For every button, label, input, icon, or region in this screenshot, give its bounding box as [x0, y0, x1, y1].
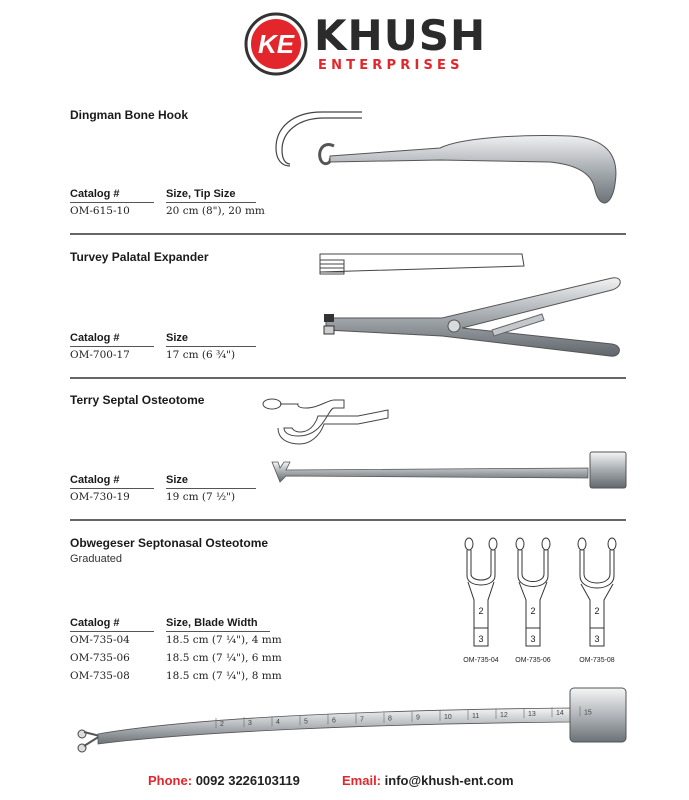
section-divider — [70, 377, 626, 379]
ruler-mark: 4 — [276, 719, 280, 727]
header-underline — [70, 631, 154, 632]
tip-diagrams — [452, 536, 632, 670]
ruler-mark: 14 — [556, 710, 564, 718]
product-title: Obwegeser Septonasal Osteotome — [70, 536, 269, 550]
catalog-number: OM-730-19 — [70, 491, 130, 503]
ruler-mark: 2 — [220, 721, 224, 728]
catalog-number: OM-615-10 — [70, 205, 130, 217]
size-value: 20 cm (8"), 20 mm — [166, 205, 265, 217]
header-underline — [70, 202, 154, 203]
product-title: Turvey Palatal Expander — [70, 250, 209, 264]
tip-label: OM-735-08 — [579, 657, 615, 664]
graduated-osteotome-illustration — [70, 686, 630, 756]
tip-label: OM-735-06 — [515, 657, 551, 664]
size-value: 19 cm (7 ½") — [166, 491, 236, 503]
catalog-number: OM-735-04 — [70, 634, 130, 646]
catalog-number: OM-700-17 — [70, 349, 130, 361]
phone-number: 0092 3226103119 — [195, 773, 300, 788]
header-underline — [70, 346, 154, 347]
ruler-mark: 15 — [584, 709, 592, 717]
catalog-header: Catalog # — [70, 474, 120, 486]
ruler-mark: 7 — [360, 716, 364, 724]
tip-diagram — [463, 538, 499, 664]
catalog-header: Catalog # — [70, 617, 120, 629]
tip-mark-bottom: 3 — [530, 634, 536, 644]
palatal-expander-illustration — [312, 248, 632, 368]
ruler-mark: 5 — [304, 718, 308, 726]
ruler-mark: 9 — [416, 714, 420, 722]
header-underline — [166, 631, 270, 632]
size-value: 18.5 cm (7 ¼"), 6 mm — [166, 652, 282, 664]
ruler-mark: 12 — [500, 712, 508, 719]
size-header: Size — [166, 332, 189, 344]
size-header: Size, Tip Size — [166, 188, 236, 200]
catalog-number: OM-735-08 — [70, 670, 130, 682]
product-title: Terry Septal Osteotome — [70, 393, 205, 407]
footer-email — [342, 773, 514, 788]
size-header: Size — [166, 474, 189, 486]
phone-label: Phone: — [148, 773, 193, 788]
section-divider — [70, 233, 626, 235]
section-divider — [70, 519, 626, 521]
size-value: 18.5 cm (7 ¼"), 8 mm — [166, 670, 282, 682]
tip-label: OM-735-04 — [463, 657, 499, 664]
brand-subtitle: ENTERPRISES — [318, 58, 464, 73]
size-value: 17 cm (6 ¾") — [166, 349, 236, 361]
ruler-mark: 8 — [388, 715, 392, 723]
footer-phone — [148, 773, 300, 788]
product-title: Dingman Bone Hook — [70, 108, 189, 122]
email-label: Email: — [342, 773, 382, 788]
product-subtitle: Graduated — [70, 553, 122, 565]
header-underline — [166, 346, 256, 347]
catalog-number: OM-735-06 — [70, 652, 130, 664]
header-underline — [166, 488, 256, 489]
size-header: Size, Blade Width — [166, 617, 258, 629]
logo-emblem — [244, 12, 308, 76]
brand-name: KHUSH — [314, 11, 487, 60]
tip-diagram — [515, 538, 551, 664]
bone-hook-illustration — [270, 104, 630, 212]
septal-osteotome-illustration — [258, 388, 630, 490]
tip-diagram — [578, 538, 616, 664]
tip-mark-bottom: 3 — [594, 634, 600, 644]
email-address[interactable]: info@khush-ent.com — [384, 773, 514, 788]
tip-mark-bottom: 3 — [478, 634, 484, 644]
ruler-mark: 3 — [248, 720, 252, 728]
logo-monogram: KE — [257, 29, 295, 59]
tip-mark-top: 2 — [530, 606, 536, 616]
tip-mark-top: 2 — [594, 606, 600, 616]
catalog-header: Catalog # — [70, 332, 120, 344]
ruler-mark: 10 — [444, 713, 452, 721]
size-value: 18.5 cm (7 ¼"), 4 mm — [166, 634, 282, 646]
ruler-mark: 6 — [332, 717, 336, 725]
tip-mark-top: 2 — [478, 606, 484, 616]
header-underline — [70, 488, 154, 489]
header-underline — [166, 202, 256, 203]
ruler-mark: 11 — [472, 712, 480, 720]
ruler-mark: 13 — [528, 711, 536, 719]
catalog-header: Catalog # — [70, 188, 120, 200]
